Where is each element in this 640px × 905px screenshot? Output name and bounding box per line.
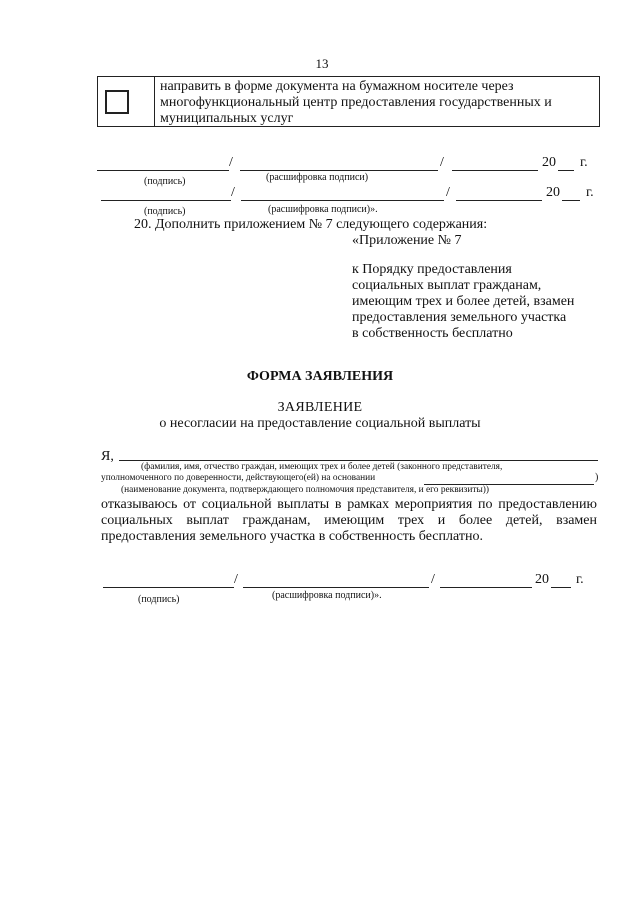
year-label: 20: [535, 572, 549, 587]
statement-title: ЗАЯВЛЕНИЕ: [277, 400, 363, 415]
signature-label: (подпись): [144, 206, 186, 217]
year-label: 20: [546, 185, 560, 200]
body-line: предоставления земельного участка в собственность бесплатно.: [101, 529, 483, 544]
form-heading: ФОРМА ЗАЯВЛЕНИЯ: [246, 369, 394, 384]
statement-subtitle: о несогласии на предоставление социальной выплаты: [159, 416, 481, 431]
date-line: [440, 587, 532, 588]
decoding-line: [240, 170, 438, 171]
year-line: [551, 587, 571, 588]
decoding-label: (расшифровка подписи): [266, 172, 369, 183]
decoding-line: [243, 587, 429, 588]
appendix-line: к Порядку предоставления: [352, 262, 512, 277]
year-line: [562, 200, 580, 201]
applicant-hint: (наименование документа, подтверждающего полномочия представителя, и его реквизиты)): [121, 485, 490, 495]
delivery-option-checkbox[interactable]: [105, 90, 129, 114]
delivery-option-table: [97, 76, 600, 127]
slash: /: [431, 572, 435, 587]
year-label: 20: [542, 155, 556, 170]
year-suffix: г.: [576, 572, 584, 587]
slash: /: [446, 185, 450, 200]
signature-line: [103, 587, 234, 588]
item-20-text: 20. Дополнить приложением № 7 следующего содержания:: [134, 217, 488, 232]
applicant-name-line: [119, 460, 598, 461]
appendix-line: предоставления земельного участка: [352, 310, 567, 325]
date-line: [452, 170, 538, 171]
delivery-option-line: направить в форме документа на бумажном носителе через: [160, 79, 514, 94]
delivery-option-line: муниципальных услуг: [160, 111, 294, 126]
slash: /: [229, 155, 233, 170]
year-suffix: г.: [586, 185, 594, 200]
year-suffix: г.: [580, 155, 588, 170]
delivery-option-text: [160, 79, 600, 127]
slash: /: [234, 572, 238, 587]
year-line: [558, 170, 574, 171]
slash: /: [440, 155, 444, 170]
signature-line: [97, 170, 229, 171]
closing-paren: ): [595, 472, 599, 483]
appendix-line: социальных выплат гражданам,: [352, 278, 542, 293]
applicant-hint: уполномоченного по доверенности, действующего(ей) на основании: [101, 473, 376, 483]
delivery-option-line: многофункциональный центр предоставления государственных и: [160, 95, 552, 110]
body-line: отказываюсь от социальной выплаты в рамках мероприятия по предоставлению: [101, 497, 597, 512]
slash: /: [231, 185, 235, 200]
date-line: [456, 200, 542, 201]
decoding-line: [241, 200, 444, 201]
appendix-title: «Приложение № 7: [352, 233, 462, 248]
decoding-label: (расшифровка подписи)».: [268, 204, 378, 215]
signature-label: (подпись): [144, 176, 186, 187]
table-divider: [154, 77, 155, 126]
decoding-label: (расшифровка подписи)».: [272, 590, 382, 601]
appendix-line: имеющим трех и более детей, взамен: [352, 294, 575, 309]
applicant-prefix: Я,: [101, 449, 114, 464]
signature-label: (подпись): [138, 594, 180, 605]
applicant-hint: (фамилия, имя, отчество граждан, имеющих трех и более детей (законного представителя,: [141, 462, 503, 472]
body-line: социальных выплат гражданам, имеющим трех и более детей, взамен: [101, 513, 597, 528]
signature-line: [101, 200, 231, 201]
appendix-line: в собственность бесплатно: [352, 326, 513, 341]
page-number: 13: [315, 56, 329, 71]
